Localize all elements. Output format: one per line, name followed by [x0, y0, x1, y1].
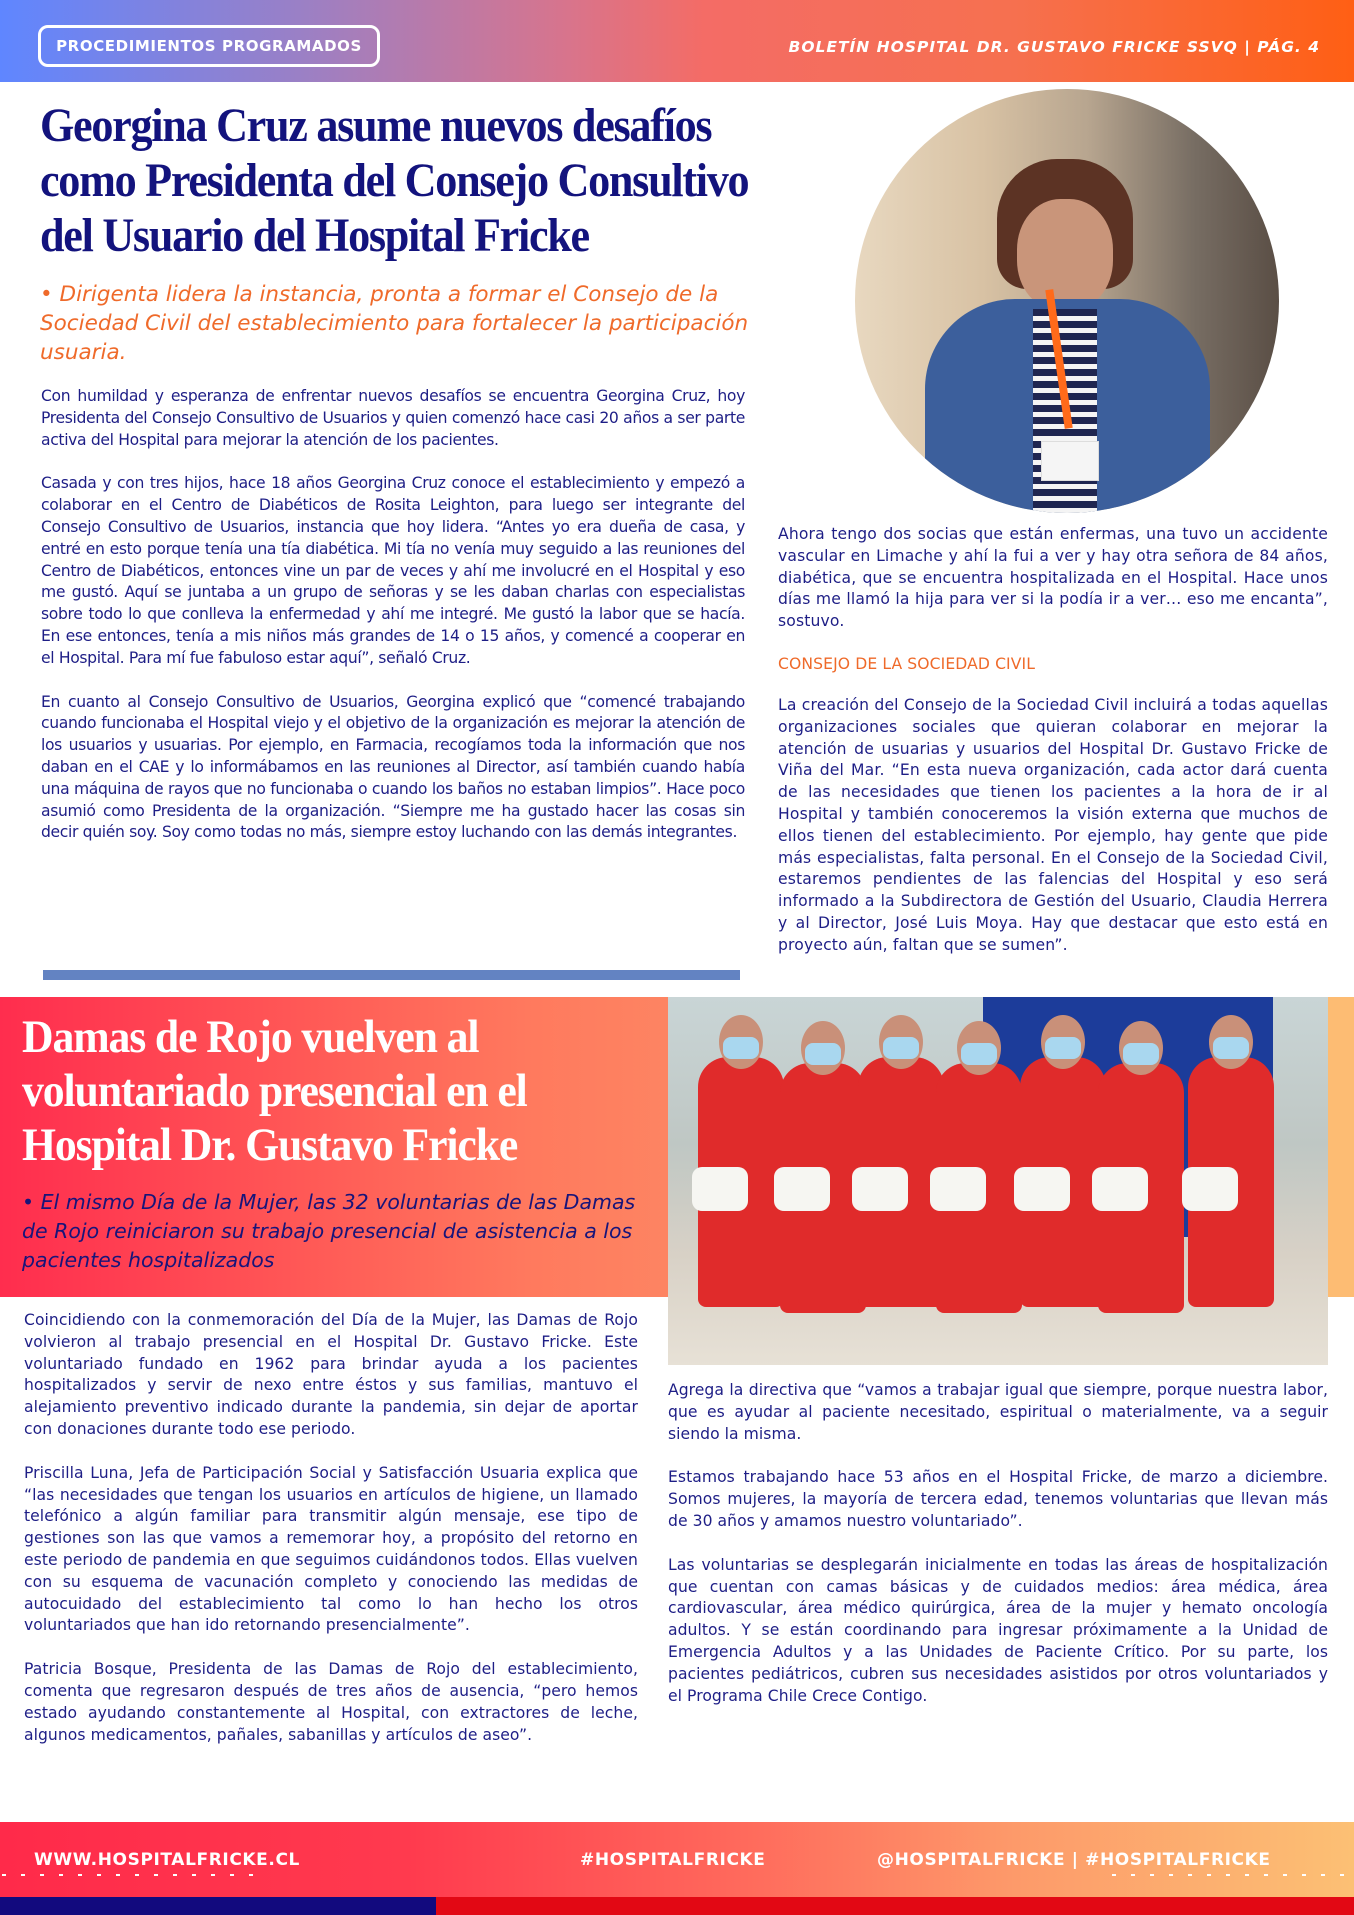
article1-title: Georgina Cruz asume nuevos desafíos como Presidenta del Consejo Consultivo del Usuario del Hospital Fricke — [40, 99, 749, 262]
section-label-badge: PROCEDIMIENTOS PROGRAMADOS — [38, 25, 380, 67]
footer-dotted-line-right — [1112, 1874, 1354, 1876]
article2-paragraph: Priscilla Luna, Jefa de Participación Social y Satisfacción Usuaria explica que “las necesidades que tengan los usuarios en artículos de higiene, un llamado telefónico a algún familiar para transmitir algún mensaje, ese tipo de gestiones son las que vamos a rememorar hoy, a propósito del retorno en este periodo de pandemia en que seguimos cuidándonos todos. Ellas vuelven con su esquema de vacunación completo y conociendo las medidas de autocuidado del establecimiento tal como lo han hecho los otros voluntariados que han ido retornando presencialmente”. — [24, 1463, 638, 1635]
article2-left-column — [24, 1310, 638, 1768]
face-mask-icon — [1123, 1043, 1159, 1065]
face-mask-icon — [1213, 1037, 1249, 1059]
article1-left-column — [41, 386, 745, 866]
white-bag-shape — [930, 1167, 986, 1211]
footer-social-link[interactable]: @HOSPITALFRICKE | #HOSPITALFRICKE — [877, 1850, 1271, 1870]
header-banner — [0, 0, 1354, 82]
footer-hashtag-link[interactable]: #HOSPITALFRICKE — [580, 1850, 766, 1870]
footer-dotted-line-left — [2, 1874, 257, 1876]
white-bag-shape — [852, 1167, 908, 1211]
article1-paragraph: La creación del Consejo de la Sociedad Civil incluirá a todas aquellas organizaciones sociales que quieran colaborar en mejorar la atención de usuarias y usuarios del Hospital Dr. Gustavo Fricke de Viña del Mar. “En esta nueva organización, cada actor dará cuenta de las necesidades que tienen los pacientes a la hora de ir al Hospital y también conoceremos la visión externa que muchos de ellos tienen del establecimiento. Por ejemplo, hay gente que pide más especialistas, falta personal. En el Consejo de la Sociedad Civil, estaremos pendientes de las falencias del Hospital y eso será informado a la Subdirectora de Gestión del Usuario, Claudia Herrera y al Director, José Luis Moya. Hay que destacar que esto está en proyecto aún, faltan que se sumen”. — [778, 695, 1328, 954]
article2-title: Damas de Rojo vuelven al voluntariado presencial en el Hospital Dr. Gustavo Fricke — [22, 1011, 527, 1171]
portrait-id-badge-shape — [1041, 441, 1099, 481]
white-bag-shape — [1092, 1167, 1148, 1211]
white-bag-shape — [692, 1167, 748, 1211]
article1-paragraph: En cuanto al Consejo Consultivo de Usuarios, Georgina explicó que “comencé trabajando cuando funcionaba el Hospital viejo y el objetivo de la organización es mejorar la atención de los usuarios y usuarias. Por ejemplo, en Farmacia, recogíamos toda la información que nos daban en el CAE y lo informábamos en las reuniones al Director, así también cuando había una máquina de rayos que no funcionaba o cuando los baños no estaban limpios”. Hace poco asumió como Presidenta de la organización. “Siempre me ha gustado hacer las cosas sin decir quién soy. Soy como todas no más, siempre estoy luchando con las demás integrantes. — [41, 692, 745, 842]
article1-subhead: CONSEJO DE LA SOCIEDAD CIVIL — [778, 654, 1036, 673]
face-mask-icon — [723, 1037, 759, 1059]
white-bag-shape — [1182, 1167, 1238, 1211]
article1-paragraph: Casada y con tres hijos, hace 18 años Georgina Cruz conoce el establecimiento y empezó a colaborar en el Centro de Diabéticos de Rosita Leighton, para luego ser integrante del Consejo Consultivo de Usuarios, instancia que hoy lidera. “Antes yo era dueña de casa, y entré en esto porque tenía una tía diabética. Mi tía no venía muy seguido a las reuniones del Centro de Diabéticos, entonces vine un par de veces y ahí me involucré en el Hospital y eso me gustó. Aquí se juntaba a un grupo de señoras y se les daban charlas con especialistas sobre todo lo que conlleva la enfermedad y ahí me integré. Me gustó la labor que se hacía. En ese entonces, tenía a mis niños más grandes de 14 o 15 años, y comencé a cooperar en el Hospital. Para mí fue fabuloso estar aquí”, señaló Cruz. — [41, 474, 745, 667]
article2-paragraph: Patricia Bosque, Presidenta de las Damas de Rojo del establecimiento, comenta que regresaron después de tres años de ausencia, “pero hemos estado ayudando constantemente al Hospital, con extractores de leche, algunos medicamentos, pañales, sabanillas y artículos de aseo”. — [24, 1660, 638, 1744]
footer-bottom-bar-red — [436, 1897, 1354, 1915]
article1-right-column — [778, 524, 1328, 979]
article1-subtitle: • Dirigenta lidera la instancia, pronta a formar el Consejo de la Sociedad Civil del establecimiento para fortalecer la participación usuaria. — [40, 282, 749, 365]
article1-paragraph: Con humildad y esperanza de enfrentar nuevos desafíos se encuentra Georgina Cruz, hoy Presidenta del Consejo Consultivo de Usuarios y quien comenzó hace casi 20 años a ser parte activa del Hospital para mejorar la atención de los pacientes. — [41, 387, 745, 449]
article2-paragraph: Estamos trabajando hace 53 años en el Hospital Fricke, de marzo a diciembre. Somos mujeres, la mayoría de tercera edad, tenemos voluntarias que llevan más de 30 años y amamos nuestro voluntariado”. — [668, 1468, 1328, 1530]
article2-paragraph: Agrega la directiva que “vamos a trabajar igual que siempre, porque nuestra labor, que es ayudar al paciente necesitado, espiritual o materialmente, va a seguir siendo la misma. — [668, 1381, 1328, 1443]
footer-banner — [0, 1822, 1354, 1897]
article2-group-photo — [668, 997, 1328, 1365]
article2-right-column — [668, 1380, 1328, 1729]
article1-portrait-photo — [855, 89, 1279, 513]
publication-info: BOLETÍN HOSPITAL DR. GUSTAVO FRICKE SSVQ | PÁG. 4 — [788, 38, 1320, 56]
face-mask-icon — [1045, 1037, 1081, 1059]
face-mask-icon — [805, 1043, 841, 1065]
white-bag-shape — [1014, 1167, 1070, 1211]
footer-website-link[interactable]: WWW.HOSPITALFRICKE.CL — [34, 1850, 300, 1870]
article2-paragraph: Las voluntarias se desplegarán inicialmente en todas las áreas de hospitalización que cuentan con camas básicas y de cuidados medios: área médica, área cardiovascular, área médico quirúrgica, área de la mujer y hemato oncología adultos. Y se están coordinando para ingresar próximamente a la Unidad de Emergencia Adultos y a las Unidades de Paciente Crítico. Por su parte, los pacientes pediátricos, cubren sus necesidades asistidos por otros voluntariados y el Programa Chile Crece Contigo. — [668, 1555, 1328, 1705]
portrait-face-shape — [1017, 199, 1113, 311]
article1-paragraph: Ahora tengo dos socias que están enfermas, una tuvo un accidente vascular en Limache y ahí la fui a ver y hay otra señora de 84 años, diabética, que se encuentra hospitalizada en el Hospital. Hace unos días me llamó la hija para ver si la podía ir a ver… eso me encanta”, sostuvo. — [778, 525, 1328, 631]
section-divider — [43, 970, 740, 980]
face-mask-icon — [883, 1037, 919, 1059]
article2-paragraph: Coincidiendo con la conmemoración del Día de la Mujer, las Damas de Rojo volvieron al trabajo presencial en el Hospital Dr. Gustavo Fricke. Este voluntariado fundado en 1962 para brindar ayuda a los pacientes hospitalizados y servir de nexo entre éstos y sus familias, mantuvo el alejamiento preventivo indicado durante la pandemia, sin dejar de aportar con donaciones durante todo ese periodo. — [24, 1311, 638, 1438]
face-mask-icon — [961, 1043, 997, 1065]
decorative-side-strip — [1328, 997, 1354, 1297]
footer-bottom-bar-navy — [0, 1897, 436, 1915]
white-bag-shape — [774, 1167, 830, 1211]
article2-subtitle: • El mismo Día de la Mujer, las 32 voluntarias de las Damas de Rojo reiniciaron su trabajo presencial de asistencia a los pacientes hospitalizados — [22, 1190, 636, 1272]
